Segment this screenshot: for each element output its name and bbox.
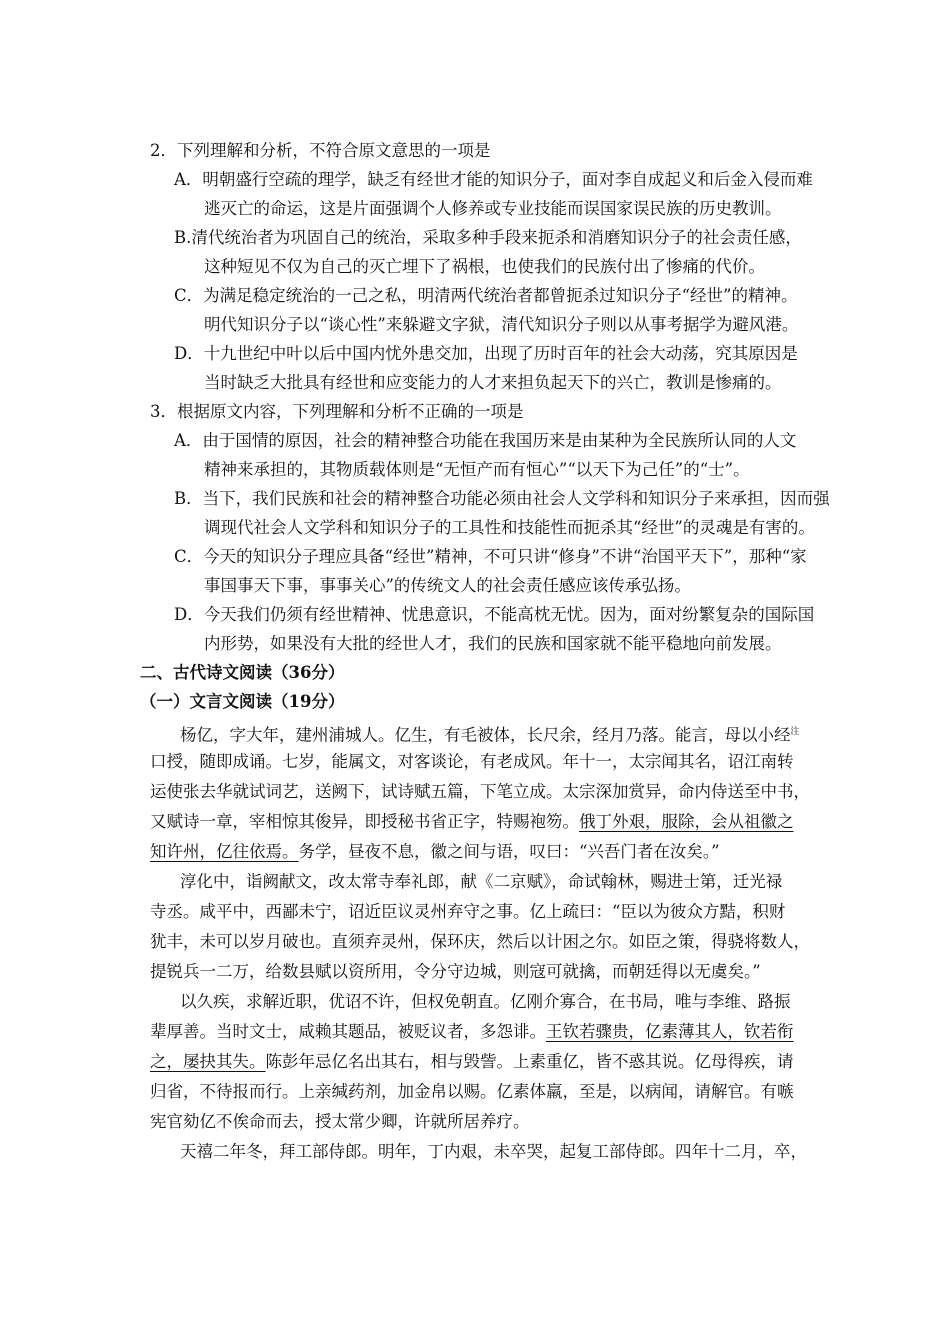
passage-p4-line1: 天禧二年冬，拜工部侍郎。明年，丁内艰，未卒哭，起复工部侍郎。四年十二月，卒， [180,1142,807,1161]
passage-text: 务学，昼夜不息，徽之间与语，叹曰：“兴吾门者在汝矣。” [298,842,720,861]
subsection-heading: （一）文言文阅读（19分） [140,692,345,711]
q2-option-c-line2: 明代知识分子以“谈心性”来躲避文字狱，清代知识分子则以从事考据学为避风港。 [204,315,799,334]
q2-option-a-line1: A．明朝盛行空疏的理学，缺乏有经世才能的知识分子，面对李自成起义和后金入侵而难 [174,170,813,189]
underlined-sentence: 王钦若骤贵，亿素薄其人，钦若衔 [546,1022,794,1041]
passage-p1-line4 [150,811,794,833]
passage-text: 又赋诗一章，宰相惊其俊异，即授秘书省正字，特赐袍笏。 [150,812,579,831]
q2-option-b-line1: B.清代统治者为巩固自己的统治，采取多种手段来扼杀和消磨知识分子的社会责任感， [174,228,802,247]
q3-stem: 3．根据原文内容，下列理解和分析不正确的一项是 [150,402,524,421]
passage-p2-line2: 寺丞。咸平中，西鄙未宁，诏近臣议灵州弃守之事。亿上疏曰：“臣以为彼众方黠，积财 [150,902,786,921]
passage-p1-line3: 运使张去华就试词艺，送阙下，试诗赋五篇，下笔立成。太宗深加赏异，命内侍送至中书， [150,782,810,801]
q2-option-a-line2: 逃灭亡的命运，这是片面强调个人修养或专业技能而误国家误民族的历史教训。 [204,199,782,218]
passage-p1-line1 [180,721,800,747]
q3-option-c-line2: 事国事天下事，事事关心”的传统文人的社会责任感应该传承弘扬。 [204,576,691,595]
passage-p1-line5 [150,841,720,863]
q2-option-d-line1: D．十九世纪中叶以后中国内忧外患交加，出现了历时百年的社会大动荡，究其原因是 [174,344,798,363]
q3-option-d-line1: D．今天我们仍须有经世精神、忧患意识，不能高枕无忧。因为，面对纷繁复杂的国际国 [174,605,815,624]
q2-option-c-line1: C．为满足稳定统治的一己之私，明清两代统治者都曾扼杀过知识分子“经世”的精神。 [174,286,798,305]
passage-p3-line2 [150,1021,794,1043]
underlined-sentence: 之，屡抉其失。 [150,1052,266,1071]
q3-option-c-line1: C．今天的知识分子理应具备“经世”精神，不可只讲“修身”不讲“治国平天下”，那种“家 [174,547,807,566]
passage-text: 杨亿，字大年，建州浦城人。亿生，有毛被体，长尺余，经月乃落。能言，母以小经 [180,725,791,745]
passage-text: 陈彭年忌亿名出其右，相与毁訾。上素重亿，皆不惑其说。亿母得疾，请 [265,1052,794,1071]
q2-option-d-line2: 当时缺乏大批具有经世和应变能力的人才来担负起天下的兴亡，教训是惨痛的。 [204,373,782,392]
q3-option-b-line2: 调现代社会人文学科和知识分子的工具性和技能性而扼杀其“经世”的灵魂是有害的。 [204,518,815,537]
q3-option-a-line2: 精神来承担的，其物质载体则是“无恒产而有恒心”“以天下为己任”的“士”。 [204,460,750,479]
underlined-sentence: 知许州，亿往依焉。 [150,842,299,861]
q3-option-a-line1: A．由于国情的原因，社会的精神整合功能在我国历来是由某种为全民族所认同的人文 [174,431,797,450]
footnote-mark: 注 [790,727,800,737]
passage-p3-line1: 以久疾，求解近职，优诏不许，但权免朝直。亿刚介寡合，在书局，唯与李维、路振 [180,992,791,1011]
passage-p2-line4: 提锐兵一二万，给数县赋以资所用，令分守边城，则寇可就擒，而朝廷得以无虞矣。” [150,962,761,981]
q3-option-d-line2: 内形势，如果没有大批的经世人才，我们的民族和国家就不能平稳地向前发展。 [204,634,782,653]
passage-p2-line3: 犹丰，未可以岁月破也。直须弃灵州，保环庆，然后以计困之尔。如臣之策，得骁将数人， [150,932,810,951]
passage-p3-line5: 宪官劾亿不俟命而去，授太常少卿，许就所居养疗。 [150,1112,530,1131]
underlined-sentence: 俄丁外艰，服除，会从祖徽之 [579,812,794,831]
passage-text: 辈厚善。当时文士，咸赖其题品，被贬议者，多怨诽。 [150,1022,546,1041]
q2-option-b-line2: 这种短见不仅为自己的灭亡埋下了祸根，也使我们的民族付出了惨痛的代价。 [204,257,765,276]
passage-p2-line1: 淳化中，诣阙献文，改太常寺奉礼郎，献《二京赋》，命试翰林，赐进士第，迁光禄 [180,872,783,891]
section-heading: 二、古代诗文阅读（36分） [140,663,345,682]
passage-p3-line3 [150,1051,794,1073]
q2-stem: 2．下列理解和分析，不符合原文意思的一项是 [150,141,491,160]
passage-p1-line2: 口授，随即成诵。七岁，能属文，对客谈论，有老成风。年十一，太宗闻其名，诏江南转 [150,752,794,771]
passage-p3-line4: 归省，不待报而行。上亲缄药剂，加金帛以赐。亿素体羸，至是，以病闻，请解官。有嗾 [150,1082,794,1101]
q3-option-b-line1: B．当下，我们民族和社会的精神整合功能必须由社会人文学科和知识分子来承担，因而强 [174,489,830,508]
